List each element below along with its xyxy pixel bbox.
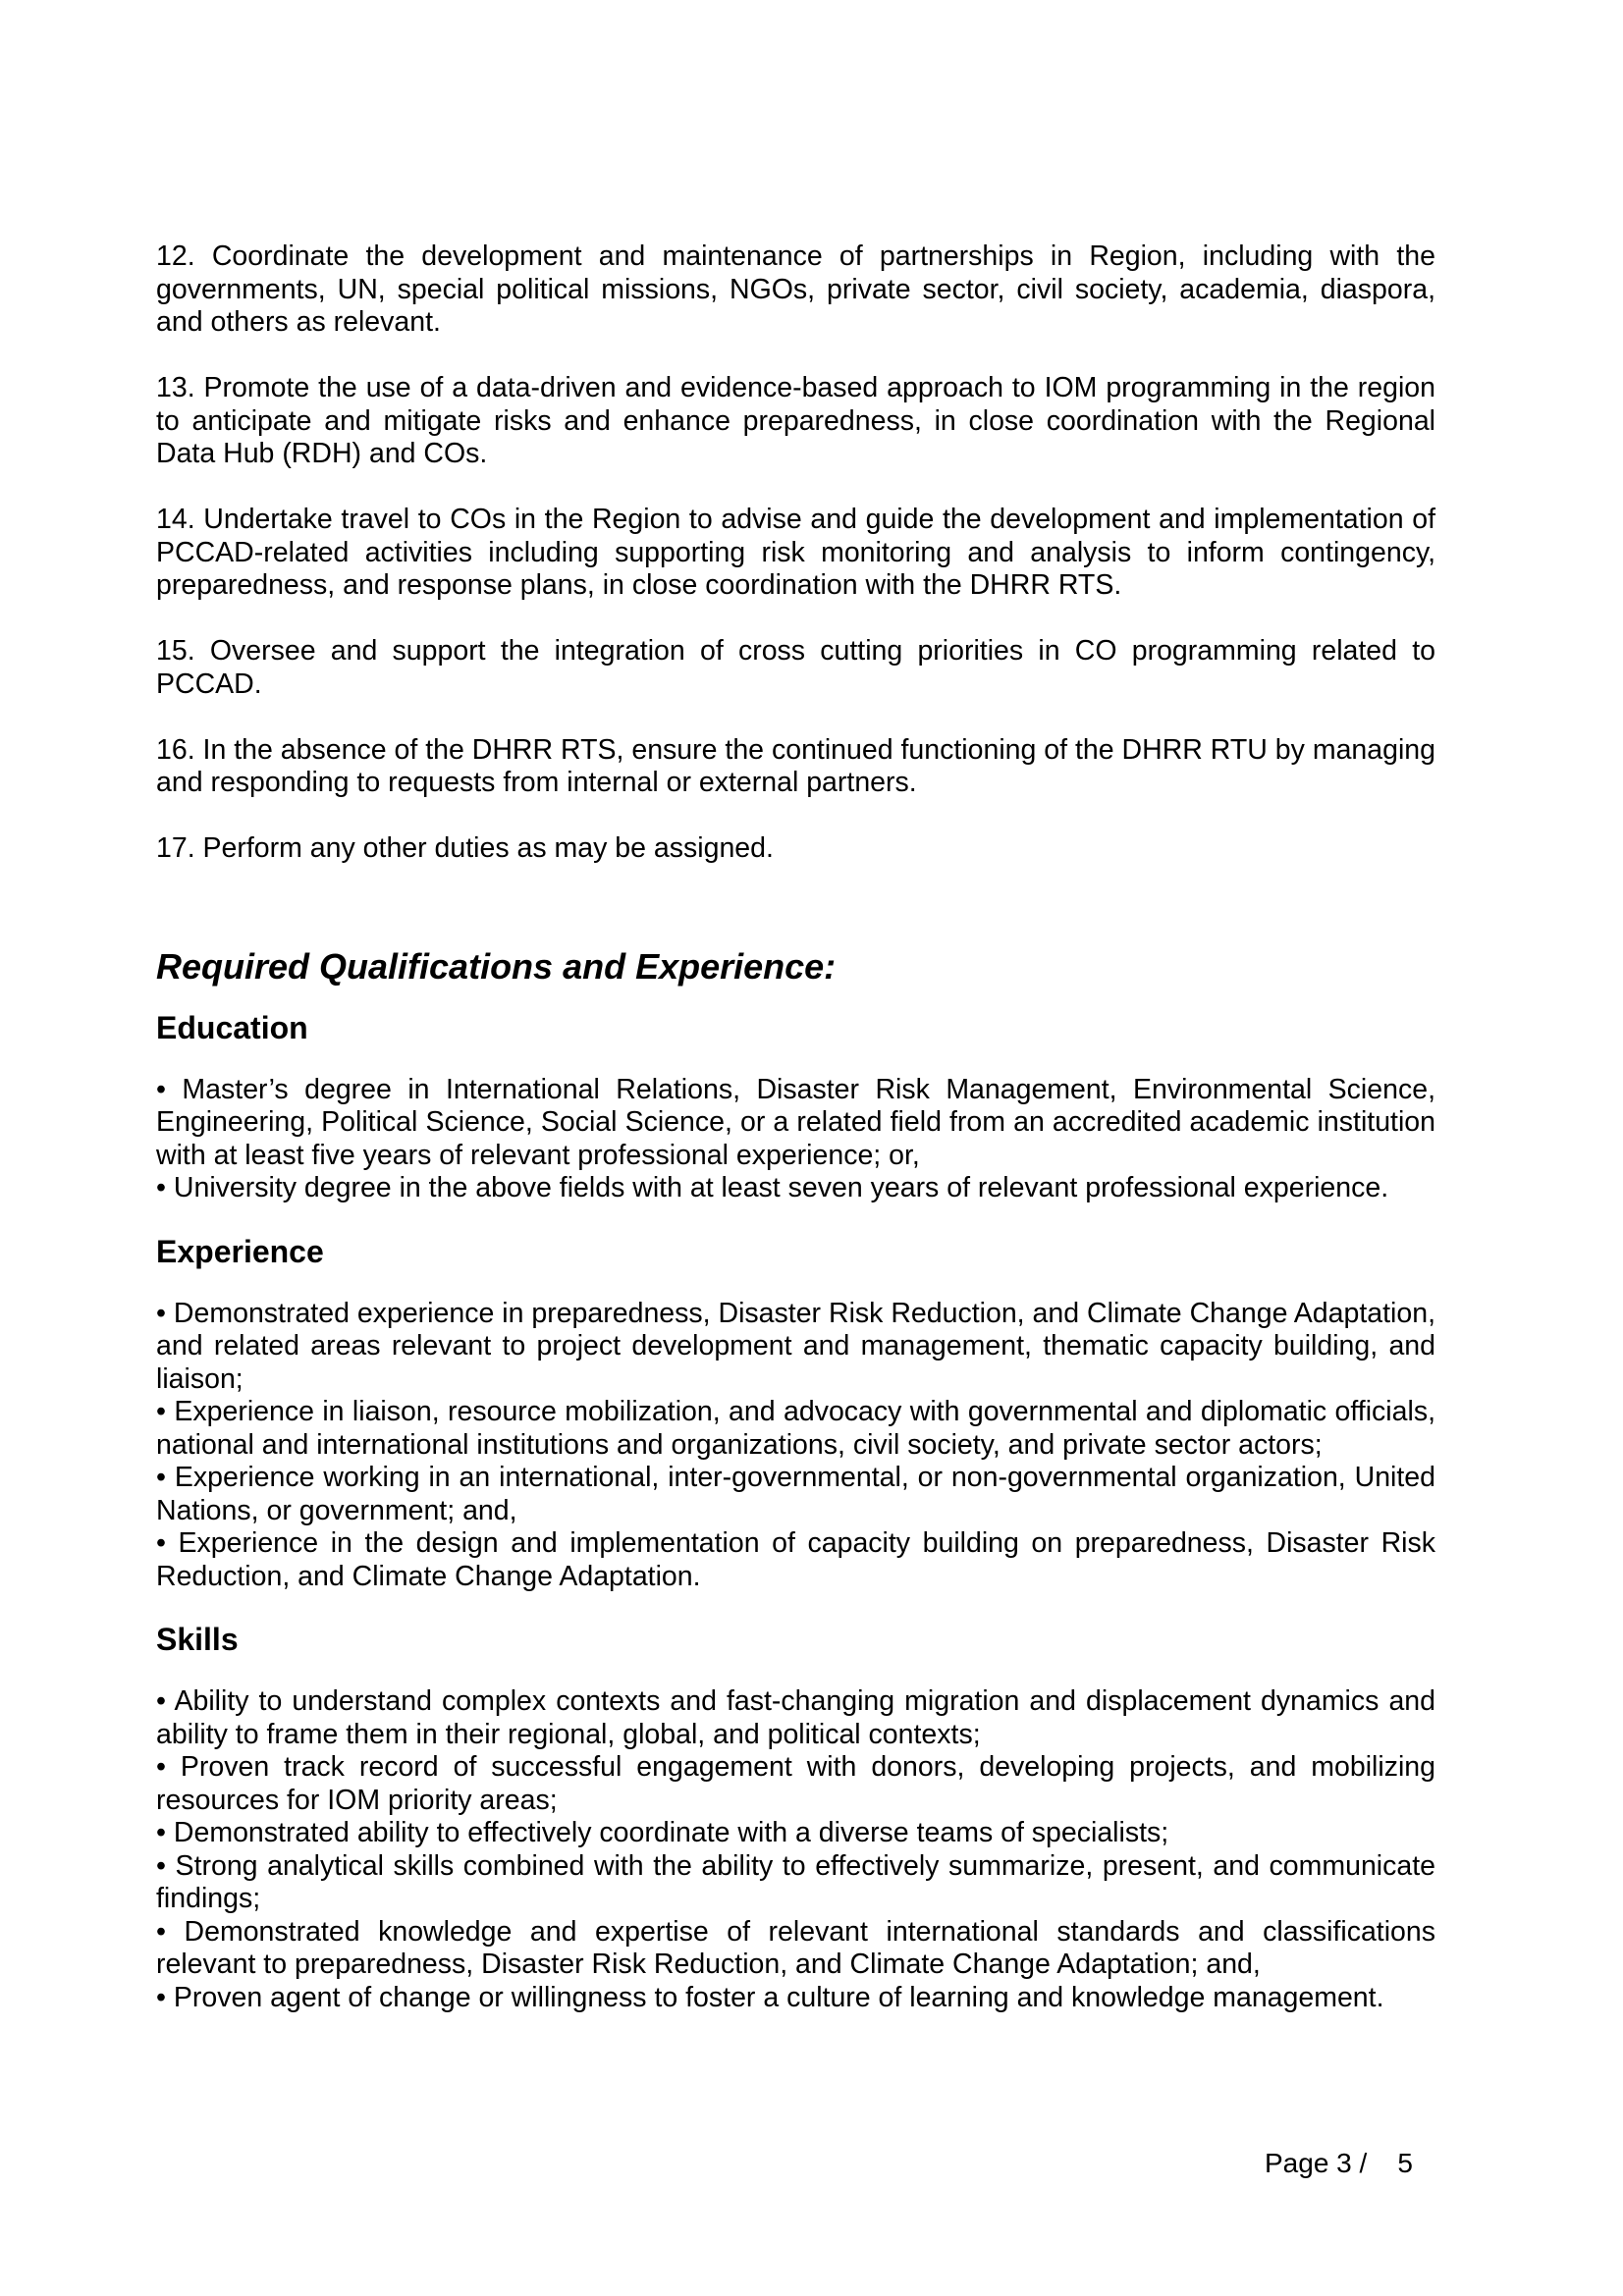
duty-item-16: 16. In the absence of the DHRR RTS, ensure the continued functioning of the DHRR RTU by managing and responding to requests from internal or external partners.	[156, 733, 1435, 798]
experience-item: • Experience working in an international, inter-governmental, or non-governmental organization, United Nations, or government; and,	[156, 1462, 1435, 1526]
education-section	[156, 1008, 1435, 1205]
duty-item-15: 15. Oversee and support the integration of cross cutting priorities in CO programming related to PCCAD.	[156, 635, 1435, 700]
education-heading: Education	[156, 1009, 308, 1045]
experience-section	[156, 1232, 1435, 1594]
skills-item: • Strong analytical skills combined with the ability to effectively summarize, present, and communicate findings;	[156, 1849, 1435, 1914]
duty-item-13: 13. Promote the use of a data-driven and evidence-based approach to IOM programming in the region to anticipate and mitigate risks and enhance preparedness, in close coordination with the Regional Data Hub (RDH) and COs.	[156, 372, 1435, 469]
duty-item-14: 14. Undertake travel to COs in the Region to advise and guide the development and implementation of PCCAD-related activities including supporting risk monitoring and analysis to inform contingency, preparedness, and response plans, in close coordination with the DHRR RTS.	[156, 504, 1435, 601]
experience-item: • Experience in the design and implementation of capacity building on preparedness, Disaster Risk Reduction, and Climate Change Adaptation.	[156, 1527, 1435, 1592]
skills-item: • Demonstrated knowledge and expertise of relevant international standards and classifications relevant to preparedness, Disaster Risk Reduction, and Climate Change Adaptation; and,	[156, 1915, 1435, 1980]
page-number: Page 3 / 5	[1265, 2148, 1413, 2178]
duty-item-12: 12. Coordinate the development and maintenance of partnerships in Region, including with the governments, UN, special political missions, NGOs, private sector, civil society, academia, diaspora, and others as relevant.	[156, 240, 1435, 338]
skills-list	[156, 1685, 1435, 2014]
skills-item: • Ability to understand complex contexts and fast-changing migration and displacement dynamics and ability to frame them in their regional, global, and political contexts;	[156, 1685, 1435, 1750]
experience-item: • Demonstrated experience in preparedness, Disaster Risk Reduction, and Climate Change Adaptation, and related areas relevant to project development and management, thematic capacity building, and liaison;	[156, 1297, 1435, 1395]
skills-item: • Proven agent of change or willingness to foster a culture of learning and knowledge management.	[156, 1981, 1384, 2013]
skills-item: • Demonstrated ability to effectively coordinate with a diverse teams of specialists;	[156, 1817, 1169, 1848]
education-item: • University degree in the above fields with at least seven years of relevant professional experience.	[156, 1172, 1389, 1203]
skills-item: • Proven track record of successful engagement with donors, developing projects, and mobilizing resources for IOM priority areas;	[156, 1751, 1435, 1816]
document-body	[156, 240, 1435, 2014]
experience-item: • Experience in liaison, resource mobilization, and advocacy with governmental and diplomatic officials, national and international institutions and organizations, civil society, and private sector actors;	[156, 1396, 1435, 1461]
duty-item-17: 17. Perform any other duties as may be assigned.	[156, 832, 774, 864]
education-list	[156, 1074, 1435, 1205]
skills-section	[156, 1620, 1435, 2014]
duties-list	[156, 240, 1435, 866]
experience-heading: Experience	[156, 1233, 324, 1269]
experience-list	[156, 1298, 1435, 1594]
education-item: • Master’s degree in International Relations, Disaster Risk Management, Environmental Science, Engineering, Political Science, Social Science, or a related field from an accredited academic institution with at least five years of relevant professional experience; or,	[156, 1073, 1435, 1171]
qualifications-title: Required Qualifications and Experience:	[156, 945, 837, 987]
skills-heading: Skills	[156, 1622, 239, 1657]
